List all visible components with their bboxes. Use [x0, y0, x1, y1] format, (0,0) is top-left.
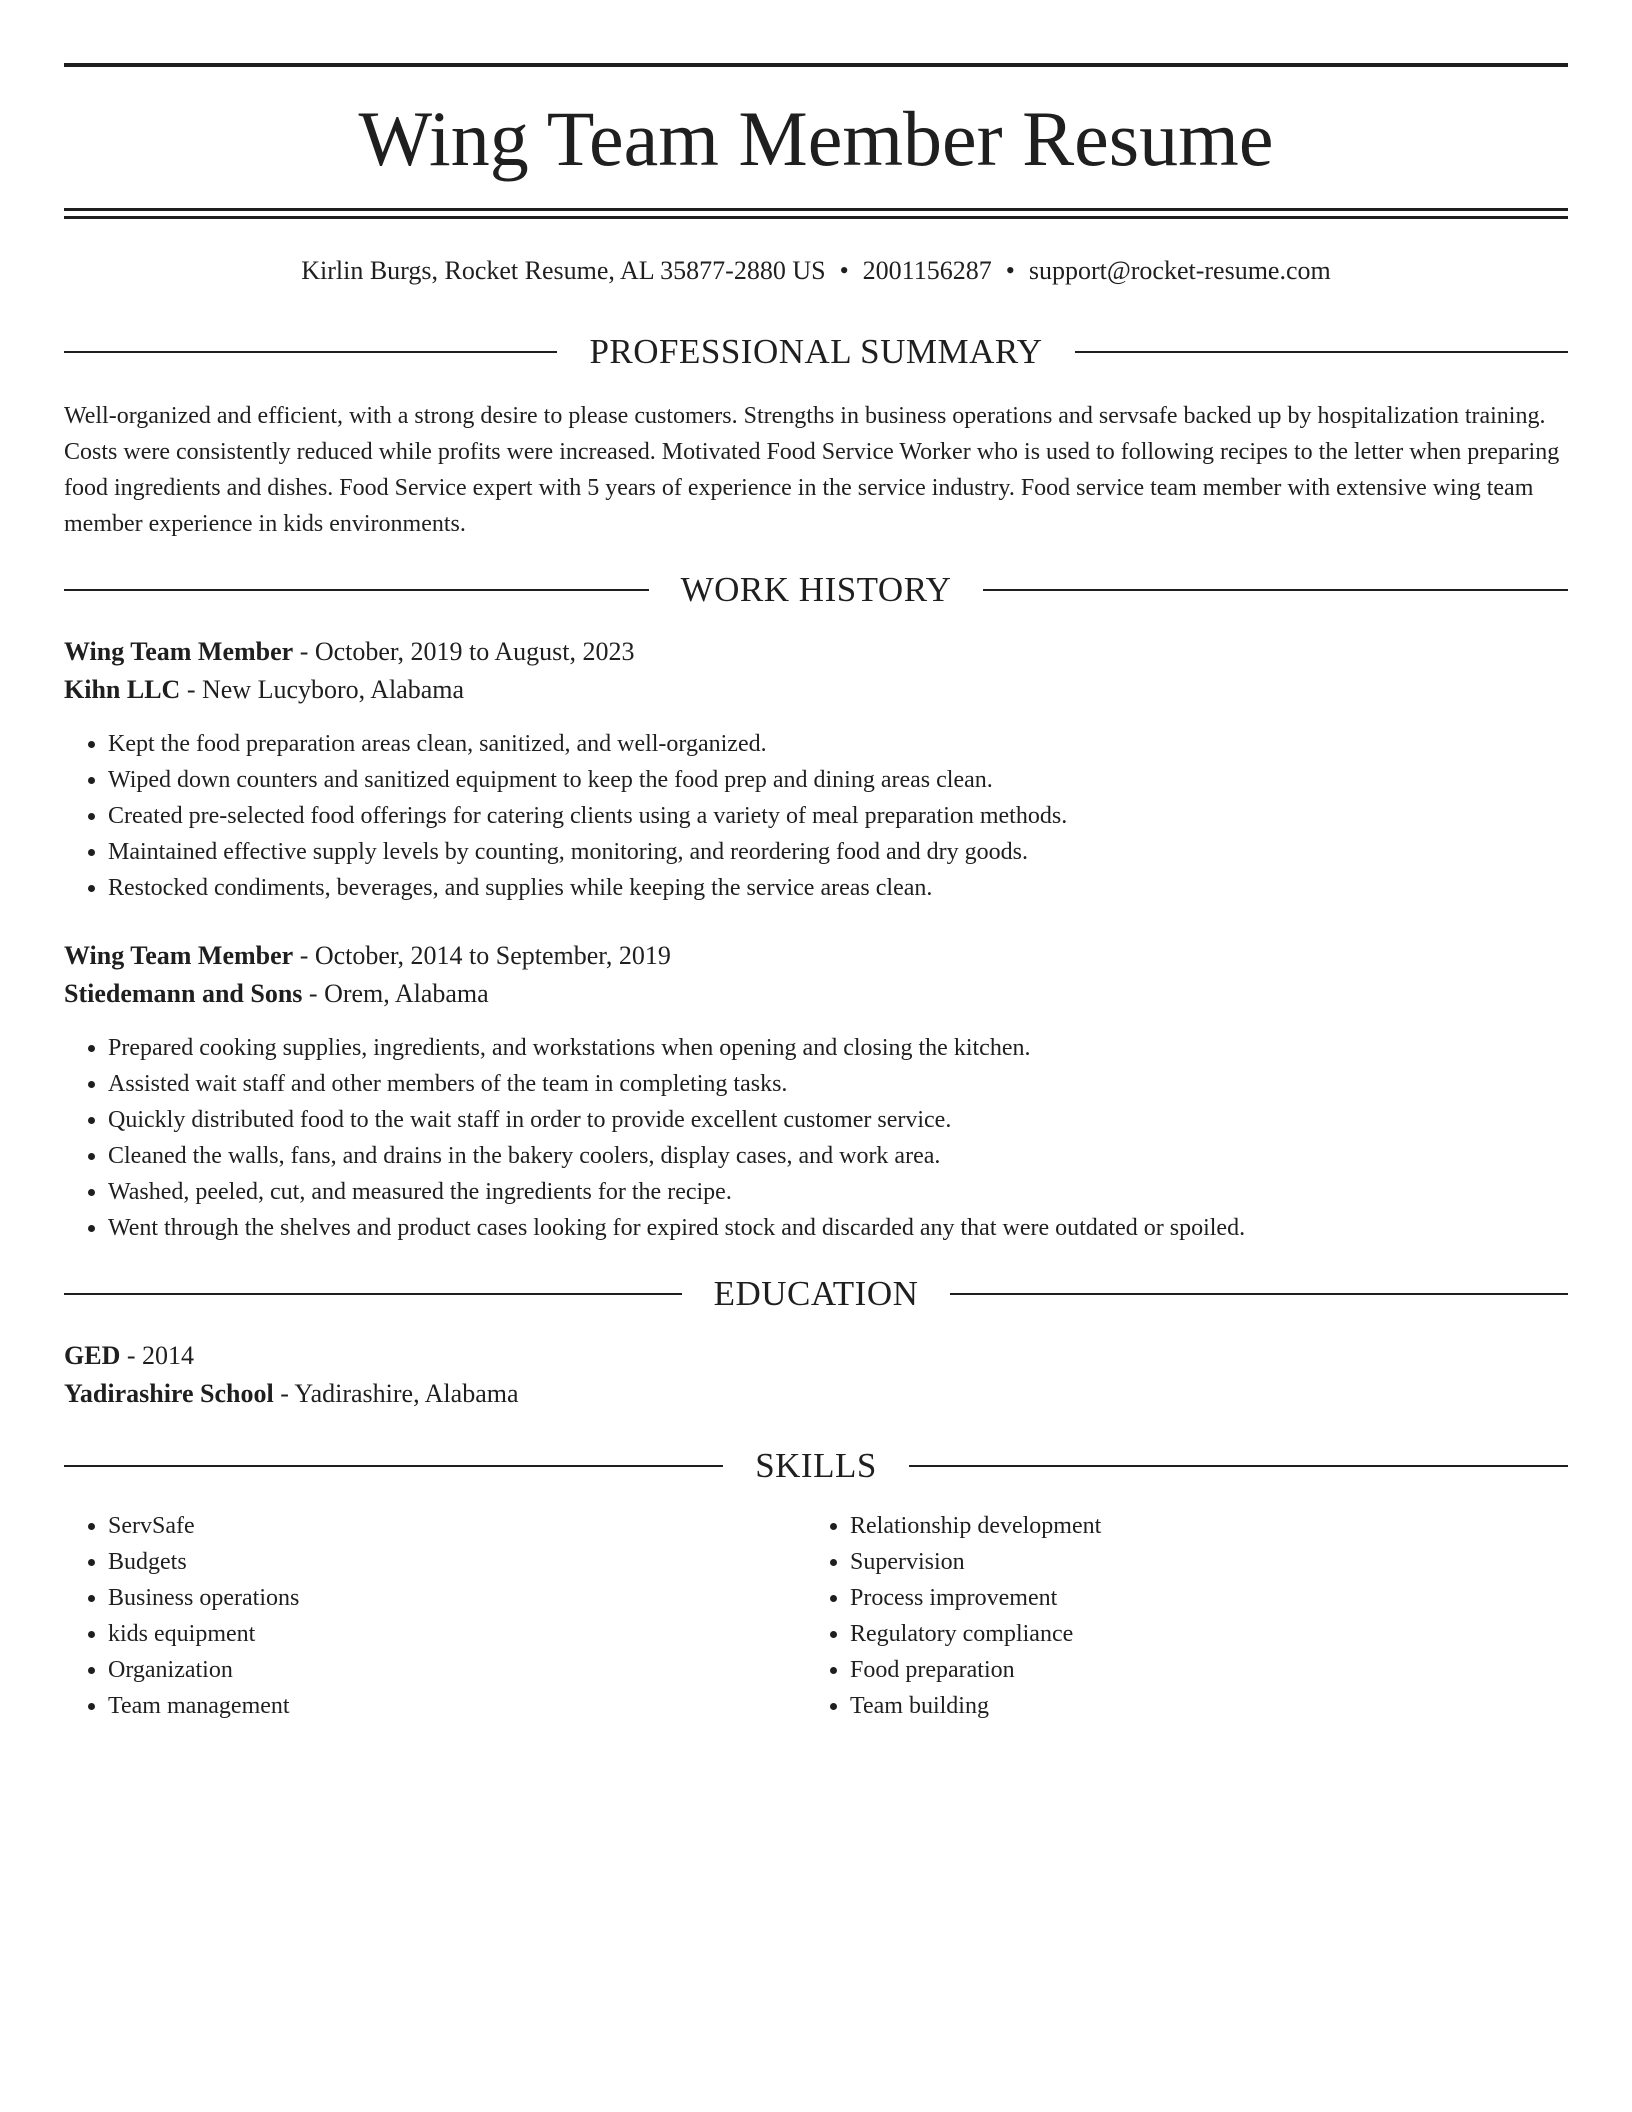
title-rule-lower — [64, 216, 1568, 219]
job-duty: • Restocked condiments, beverages, and supplies while keeping the service areas clean. — [108, 870, 1568, 906]
job-duties-list — [64, 1030, 1568, 1246]
job-duty: • Went through the shelves and product cases looking for expired stock and discarded any that were outdated or spoiled. — [108, 1210, 1568, 1246]
heading-rule — [983, 589, 1568, 591]
skill-item: • Business operations — [108, 1580, 808, 1616]
section-heading-work-history — [64, 570, 1568, 610]
skill-item: • Process improvement — [850, 1580, 1550, 1616]
heading-rule — [64, 1293, 682, 1295]
contact-address: Kirlin Burgs, Rocket Resume, AL 35877-2880 US — [301, 256, 826, 285]
job-duty: • Assisted wait staff and other members of the team in completing tasks. — [108, 1066, 1568, 1102]
top-rule — [64, 63, 1568, 67]
title-rule-upper — [64, 208, 1568, 211]
skill-item: • Budgets — [108, 1544, 808, 1580]
skill-item: • Team building — [850, 1688, 1550, 1724]
job-duty: • Washed, peeled, cut, and measured the ingredients for the recipe. — [108, 1174, 1568, 1210]
heading-rule — [64, 1465, 723, 1467]
skill-item: • Relationship development — [850, 1508, 1550, 1544]
skill-item: • Team management — [108, 1688, 808, 1724]
heading-rule — [1075, 351, 1568, 353]
job-title-line — [64, 938, 671, 974]
summary-text: Well-organized and efficient, with a strong desire to please customers. Strengths in business operations and servsafe backed up by hospitalization training. Costs were consistently reduced while profits were increased. Motivated Food Service Worker who is used to following recipes to the letter when preparing food ingredients and dishes. Food Service expert with 5 years of experience in the service industry. Food service team member with extensive wing team member experience in kids environments. — [64, 403, 1560, 537]
job-duty: • Cleaned the walls, fans, and drains in the bakery coolers, display cases, and work area. — [108, 1138, 1568, 1174]
skill-item: • ServSafe — [108, 1508, 808, 1544]
education-year: - 2014 — [120, 1341, 195, 1370]
education-school-line — [64, 1376, 519, 1412]
job-company-line — [64, 976, 489, 1012]
job-location: - New Lucyboro, Alabama — [180, 675, 465, 704]
section-title: WORK HISTORY — [680, 570, 952, 609]
education-degree: GED — [64, 1341, 121, 1370]
job-duties-list — [64, 726, 1568, 906]
job-company: Stiedemann and Sons — [64, 979, 303, 1008]
heading-rule — [909, 1465, 1568, 1467]
job-duty: • Quickly distributed food to the wait staff in order to provide excellent customer service. — [108, 1102, 1568, 1138]
job-duty: • Kept the food preparation areas clean, sanitized, and well-organized. — [108, 726, 1568, 762]
job-title: Wing Team Member — [64, 941, 294, 970]
contact-separator: • — [839, 256, 849, 285]
job-duty: • Created pre-selected food offerings for catering clients using a variety of meal preparation methods. — [108, 798, 1568, 834]
contact-phone: 2001156287 — [862, 256, 992, 285]
skills-list-left — [64, 1508, 808, 1724]
job-title: Wing Team Member — [64, 637, 294, 666]
skill-item: • kids equipment — [108, 1616, 808, 1652]
section-heading-education — [64, 1274, 1568, 1314]
heading-rule — [950, 1293, 1568, 1295]
job-duty: • Maintained effective supply levels by counting, monitoring, and reordering food and dry goods. — [108, 834, 1568, 870]
heading-rule — [64, 351, 557, 353]
section-heading-summary — [64, 332, 1568, 372]
education-school: Yadirashire School — [64, 1379, 274, 1408]
job-company: Kihn LLC — [64, 675, 181, 704]
skill-item: • Food preparation — [850, 1652, 1550, 1688]
section-title: PROFESSIONAL SUMMARY — [589, 332, 1043, 371]
heading-rule — [64, 589, 649, 591]
section-title: SKILLS — [755, 1446, 877, 1485]
section-title: EDUCATION — [713, 1274, 919, 1313]
job-company-line — [64, 672, 464, 708]
contact-email: support@rocket-resume.com — [1028, 256, 1331, 285]
section-heading-skills — [64, 1446, 1568, 1486]
skill-item: • Organization — [108, 1652, 808, 1688]
job-location: - Orem, Alabama — [302, 979, 489, 1008]
skills-list-right — [806, 1508, 1550, 1724]
skill-item: • Regulatory compliance — [850, 1616, 1550, 1652]
job-dates: - October, 2014 to September, 2019 — [293, 941, 671, 970]
job-title-line — [64, 634, 634, 670]
skill-item: • Supervision — [850, 1544, 1550, 1580]
contact-line — [64, 254, 1568, 288]
education-location: - Yadirashire, Alabama — [273, 1379, 519, 1408]
contact-separator: • — [1005, 256, 1015, 285]
job-duty: • Prepared cooking supplies, ingredients, and workstations when opening and closing the kitchen. — [108, 1030, 1568, 1066]
resume-title: Wing Team Member Resume — [358, 95, 1274, 182]
job-duty: • Wiped down counters and sanitized equipment to keep the food prep and dining areas clean. — [108, 762, 1568, 798]
education-degree-line — [64, 1338, 194, 1374]
job-dates: - October, 2019 to August, 2023 — [293, 637, 635, 666]
